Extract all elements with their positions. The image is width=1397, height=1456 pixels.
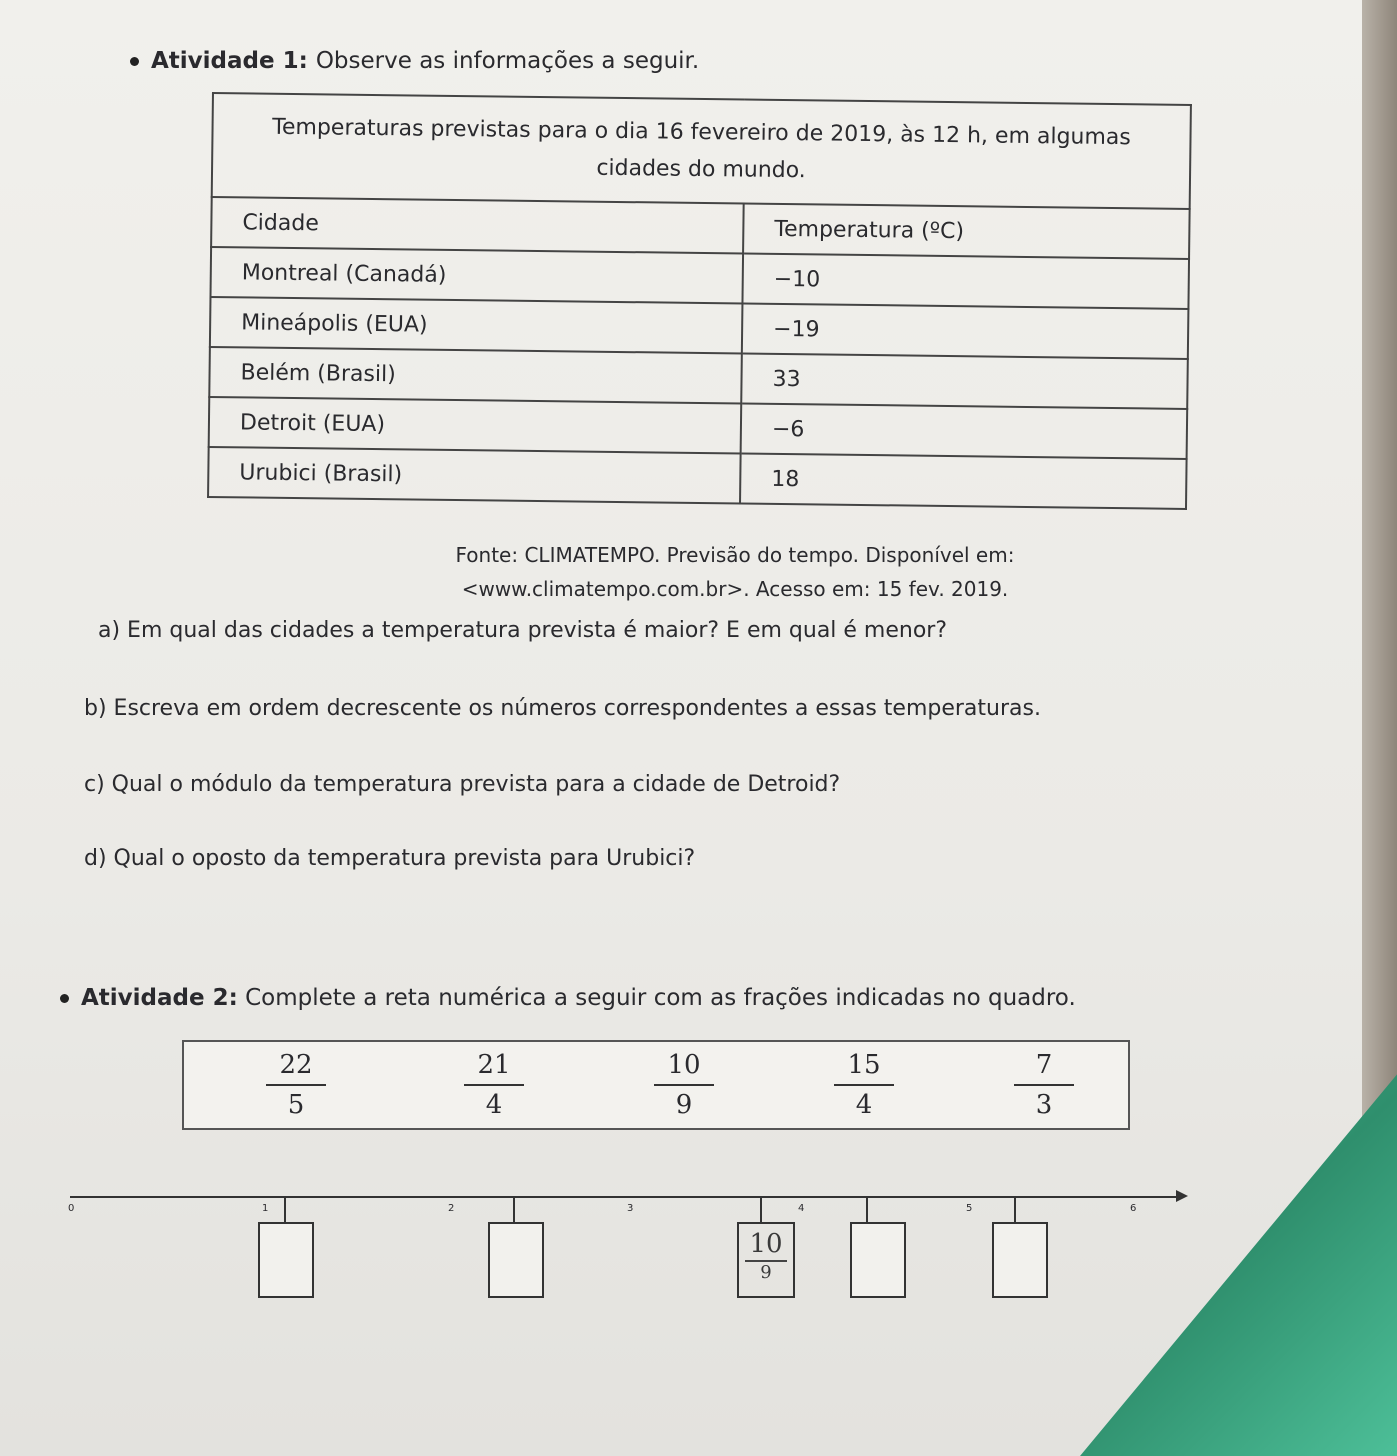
fraction-numerator: 10 [654, 1050, 714, 1086]
tick-label: 0 [68, 1203, 75, 1214]
tick-mark [760, 1196, 762, 1224]
fraction [834, 1050, 894, 1120]
question-a: a) Em qual das cidades a temperatura prevista é maior? E em qual é menor? [98, 618, 948, 643]
source-line-2: <www.climatempo.com.br>. Acesso em: 15 fev. 2019. [461, 577, 1009, 601]
tick-mark [513, 1196, 515, 1224]
table-row [208, 447, 1187, 509]
fraction-denominator: 5 [287, 1090, 305, 1120]
table-source [390, 538, 1080, 606]
temperature-cell: −19 [742, 303, 1189, 358]
city-cell: Mineápolis (EUA) [210, 297, 743, 353]
question-d: d) Qual o oposto da temperatura prevista para Urubici? [84, 846, 696, 871]
fraction-denominator: 3 [1035, 1090, 1053, 1120]
temperature-cell: −10 [742, 254, 1189, 309]
tick-label: 5 [966, 1203, 973, 1214]
activity2-instruction: Complete a reta numérica a seguir com as frações indicadas no quadro. [245, 985, 1076, 1011]
tick-mark [866, 1196, 868, 1224]
activity1-instruction: Observe as informações a seguir. [315, 48, 700, 74]
fraction-denominator: 4 [855, 1090, 873, 1120]
temperature-cell: −6 [741, 403, 1188, 458]
city-cell: Belém (Brasil) [209, 347, 742, 403]
handwritten-numerator: 10 [745, 1228, 787, 1262]
bullet-icon [60, 994, 69, 1003]
fraction-numerator: 22 [266, 1050, 326, 1086]
city-cell: Montreal (Canadá) [210, 247, 743, 303]
handwritten-denominator: 9 [760, 1262, 772, 1283]
activity2-title: Atividade 2: [81, 985, 238, 1011]
fraction [266, 1050, 326, 1120]
source-line-1: Fonte: CLIMATEMPO. Previsão do tempo. Disponível em: [455, 543, 1015, 567]
fraction-numerator: 7 [1014, 1050, 1074, 1086]
question-b: b) Escreva em ordem decrescente os números correspondentes a essas temperaturas. [84, 696, 1041, 721]
answer-box[interactable] [992, 1222, 1048, 1298]
tick-label: 4 [798, 1203, 805, 1214]
bullet-icon [130, 57, 139, 66]
fraction-numerator: 21 [464, 1050, 524, 1086]
activity1-title: Atividade 1: [151, 48, 308, 74]
fraction [464, 1050, 524, 1120]
arrow-right-icon [1176, 1190, 1188, 1202]
temperature-cell: 18 [740, 453, 1187, 508]
header-temperature: Temperatura (ºC) [743, 204, 1190, 259]
answer-box[interactable] [850, 1222, 906, 1298]
tick-label: 3 [627, 1203, 634, 1214]
table-caption: Temperaturas previstas para o dia 16 fevereiro de 2019, às 12 h, em algumas cidades do mundo. [212, 93, 1191, 209]
fraction-denominator: 4 [485, 1090, 503, 1120]
fraction [1014, 1050, 1074, 1120]
tick-mark [1014, 1196, 1016, 1224]
answer-box[interactable] [258, 1222, 314, 1298]
tick-label: 2 [448, 1203, 455, 1214]
tick-mark [284, 1196, 286, 1224]
city-cell: Detroit (EUA) [209, 397, 742, 453]
fraction-numerator: 15 [834, 1050, 894, 1086]
header-city: Cidade [211, 197, 744, 253]
activity1-heading [130, 48, 699, 74]
fractions-box [182, 1040, 1130, 1130]
answer-box-filled[interactable] [737, 1222, 795, 1298]
tick-label: 6 [1130, 1203, 1137, 1214]
fraction [654, 1050, 714, 1120]
tick-label: 1 [262, 1203, 269, 1214]
answer-box[interactable] [488, 1222, 544, 1298]
question-c: c) Qual o módulo da temperatura prevista para a cidade de Detroid? [84, 772, 841, 797]
city-cell: Urubici (Brasil) [208, 447, 741, 503]
temperature-cell: 33 [741, 353, 1188, 408]
activity2-heading [60, 985, 1076, 1011]
temperature-table [207, 92, 1192, 510]
fraction-denominator: 9 [675, 1090, 693, 1120]
